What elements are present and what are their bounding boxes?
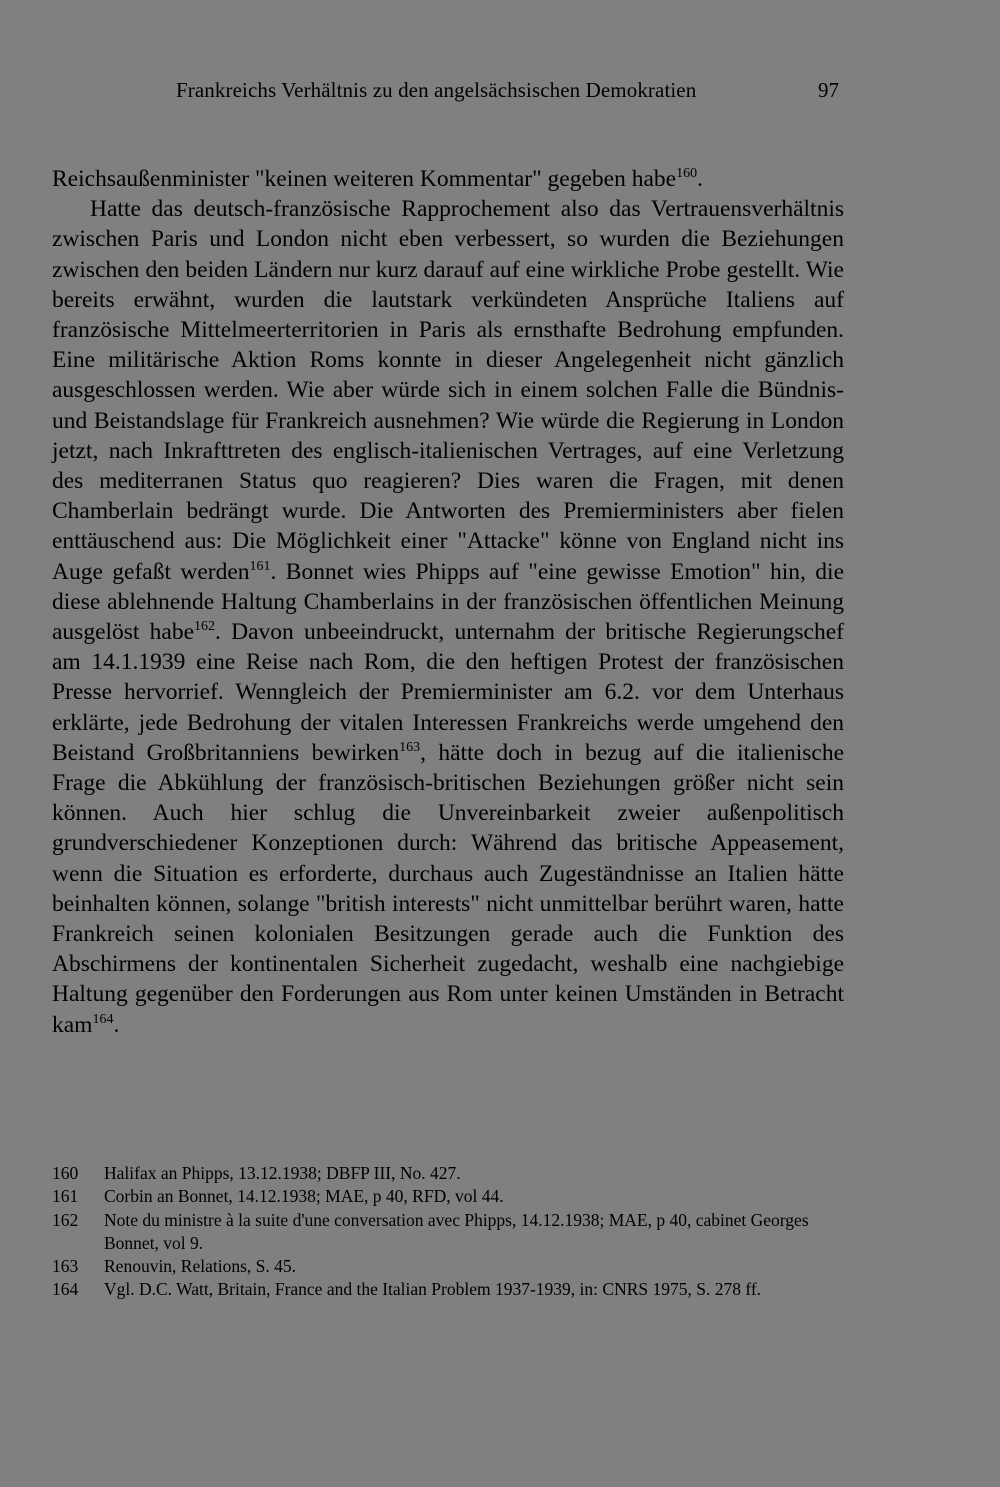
footnote-text: Renouvin, Relations, S. 45. [104,1256,297,1277]
footnote-ref-161: 161 [249,558,271,574]
footnote [52,1255,844,1278]
page-number: 97 [818,78,839,102]
footnote-number: 164 [52,1279,79,1300]
footnote-number: 161 [52,1186,79,1207]
footnote-number: 163 [52,1256,79,1277]
footnote-text: Vgl. D.C. Watt, Britain, France and the Italian Problem 1937-1939, in: CNRS 1975, S. 278 ff. [104,1279,762,1300]
footnote [52,1209,844,1256]
footnote-ref-160: 160 [676,166,698,182]
footnote-ref-164: 164 [92,1011,114,1027]
footnote-number: 162 [52,1209,79,1230]
text-run: . [697,166,703,192]
footnote-text: Halifax an Phipps, 13.12.1938; DBFP III, No. 427. [104,1163,461,1183]
text-run: Reichsaußenminister "keinen weiteren Kommentar" gegeben habe [52,166,677,192]
text-run: , hätte doch in bezug auf die italienische Frage die Abkühlung der französisch-britischen Beziehungen größer nicht sein können. Auch hier schlug die Unvereinbarkeit zweier außenpolitisch grundverschiedener Konzeptionen durch: Während das britische Appeasement, wenn die Situation es erforderte, durchaus auch Zugeständnisse an Italien hätte beinhalten können, solange "british interests" nicht unmittelbar berührt waren, hatte Frankreich seinen kolonialen Besitzungen gerade auch die Funktion des Abschirmens der kontinentalen Sicherheit zugedacht, weshalb eine nachgiebige Haltung gegenüber den Forderungen aus Rom unter keinen Umständen in Betracht kam [52,739,845,1038]
footnote-ref-162: 162 [194,619,216,635]
footnote-ref-163: 163 [399,740,421,756]
footnote-number: 160 [52,1163,79,1183]
paragraph-main [52,194,844,1040]
paragraph-continued [52,164,844,194]
footnote [52,1278,844,1301]
footnote-text: Corbin an Bonnet, 14.12.1938; MAE, p 40, RFD, vol 44. [104,1186,504,1207]
text-run: Hatte das deutsch-französische Rapprochement also das Vertrauensverhältnis zwischen Paris und London nicht eben verbessert, so wurden die Beziehungen zwischen den beiden Ländern nur kurz darauf auf eine wirkliche Probe gestellt. Wie bereits erwähnt, wurden die lautstark verkündeten Ansprüche Italiens auf französische Mittelmeerterritorien in Paris als ernsthafte Bedrohung empfunden. Eine militärische Aktion Roms konnte in dieser Angelegenheit nicht gänzlich ausgeschlossen werden. Wie aber würde sich in einem solchen Falle die Bündnis- und Beistandslage für Frankreich ausnehmen? Wie würde die Regierung in London jetzt, nach Inkrafttreten des englisch-italienischen Vertrages, auf eine Verletzung des mediterranen Status quo reagieren? Dies waren die Fragen, mit denen Chamberlain bedrängt wurde. Die Antworten des Premierministers aber fielen enttäuschend aus: Die Möglichkeit einer "Attacke" könne von England nicht ins Auge gefaßt werden [52,196,844,585]
text-run: . Davon unbeeindruckt, unternahm der britische Regierungschef am 14.1.1939 eine Reise nach Rom, die den heftigen Protest der französischen Presse hervorrief. Wenngleich der Premierminister am 6.2. vor dem Unterhaus erklärte, jede Bedrohung der vitalen Interessen Frankreichs werde umgehend den Beistand Großbritanniens bewirken [52,619,844,766]
body-text [52,164,844,1040]
footnote-text: Note du ministre à la suite d'une conversation avec Phipps, 14.12.1938; MAE, p 40, cabinet Georges Bonnet, vol 9. [104,1209,809,1253]
footnotes [52,1162,844,1302]
running-header: Frankreichs Verhältnis zu den angelsächsischen Demokratien [176,78,697,102]
text-run: . Bonnet wies Phipps auf "eine gewisse Emotion" hin, die diese ablehnende Haltung Chamberlains in der französischen öffentlichen Meinung ausgelöst habe [52,558,844,646]
text-run: . [113,1011,120,1038]
footnote [52,1185,844,1208]
footnote [52,1162,844,1185]
